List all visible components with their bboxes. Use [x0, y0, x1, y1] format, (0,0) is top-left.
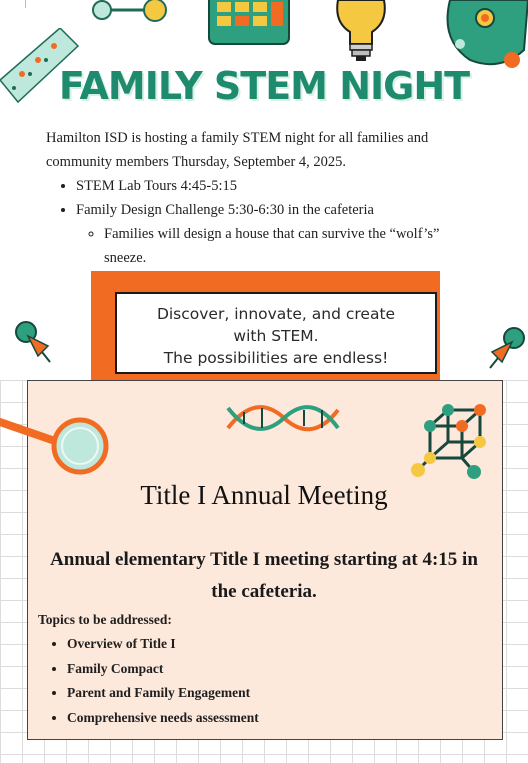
callout-line: The possibilities are endless! [163, 349, 389, 367]
pushpin-icon [14, 320, 54, 364]
events-list [46, 174, 466, 270]
calculator-icon [207, 0, 293, 48]
topics-heading: Topics to be addressed: [38, 612, 172, 627]
intro-section [46, 126, 466, 270]
cube-structure-icon [410, 400, 494, 484]
dna-icon [226, 398, 340, 438]
meeting-subtitle: Annual elementary Title I meeting starting at 4:15 in the cafeteria. [50, 549, 478, 602]
pushpin-icon [486, 326, 526, 370]
magnifier-icon [0, 410, 112, 476]
callout-line: Discover, innovate, and create [156, 305, 396, 323]
list-item: • Comprehensive needs assessment [67, 706, 478, 731]
list-item: • Family Design Challenge 5:30-6:30 in the cafeteria [76, 198, 466, 222]
callout-box [115, 292, 437, 374]
list-item: ◦ Families will design a house that can survive the “wolf’s” sneeze. [104, 222, 466, 270]
list-item: • Family Compact [67, 657, 478, 682]
sub-events-list [76, 222, 466, 270]
meeting-title: Title I Annual Meeting [140, 480, 388, 510]
intro-paragraph: Hamilton ISD is hosting a family STEM night for all families and community members Thursday, September 4, 2025. [46, 130, 429, 170]
lightbulb-icon [330, 0, 392, 62]
list-item: • Overview of Title I [67, 632, 478, 657]
flask-icon [440, 0, 528, 72]
list-item: • Parent and Family Engagement [67, 681, 478, 706]
flyer-title: FAMILY STEM NIGHT [58, 64, 470, 108]
callout-line: with STEM. [233, 327, 319, 345]
molecule-icon [90, 0, 170, 24]
list-item: • STEM Lab Tours 4:45-5:15 [76, 174, 466, 198]
topics-list [38, 632, 478, 730]
topics-section [38, 612, 478, 730]
